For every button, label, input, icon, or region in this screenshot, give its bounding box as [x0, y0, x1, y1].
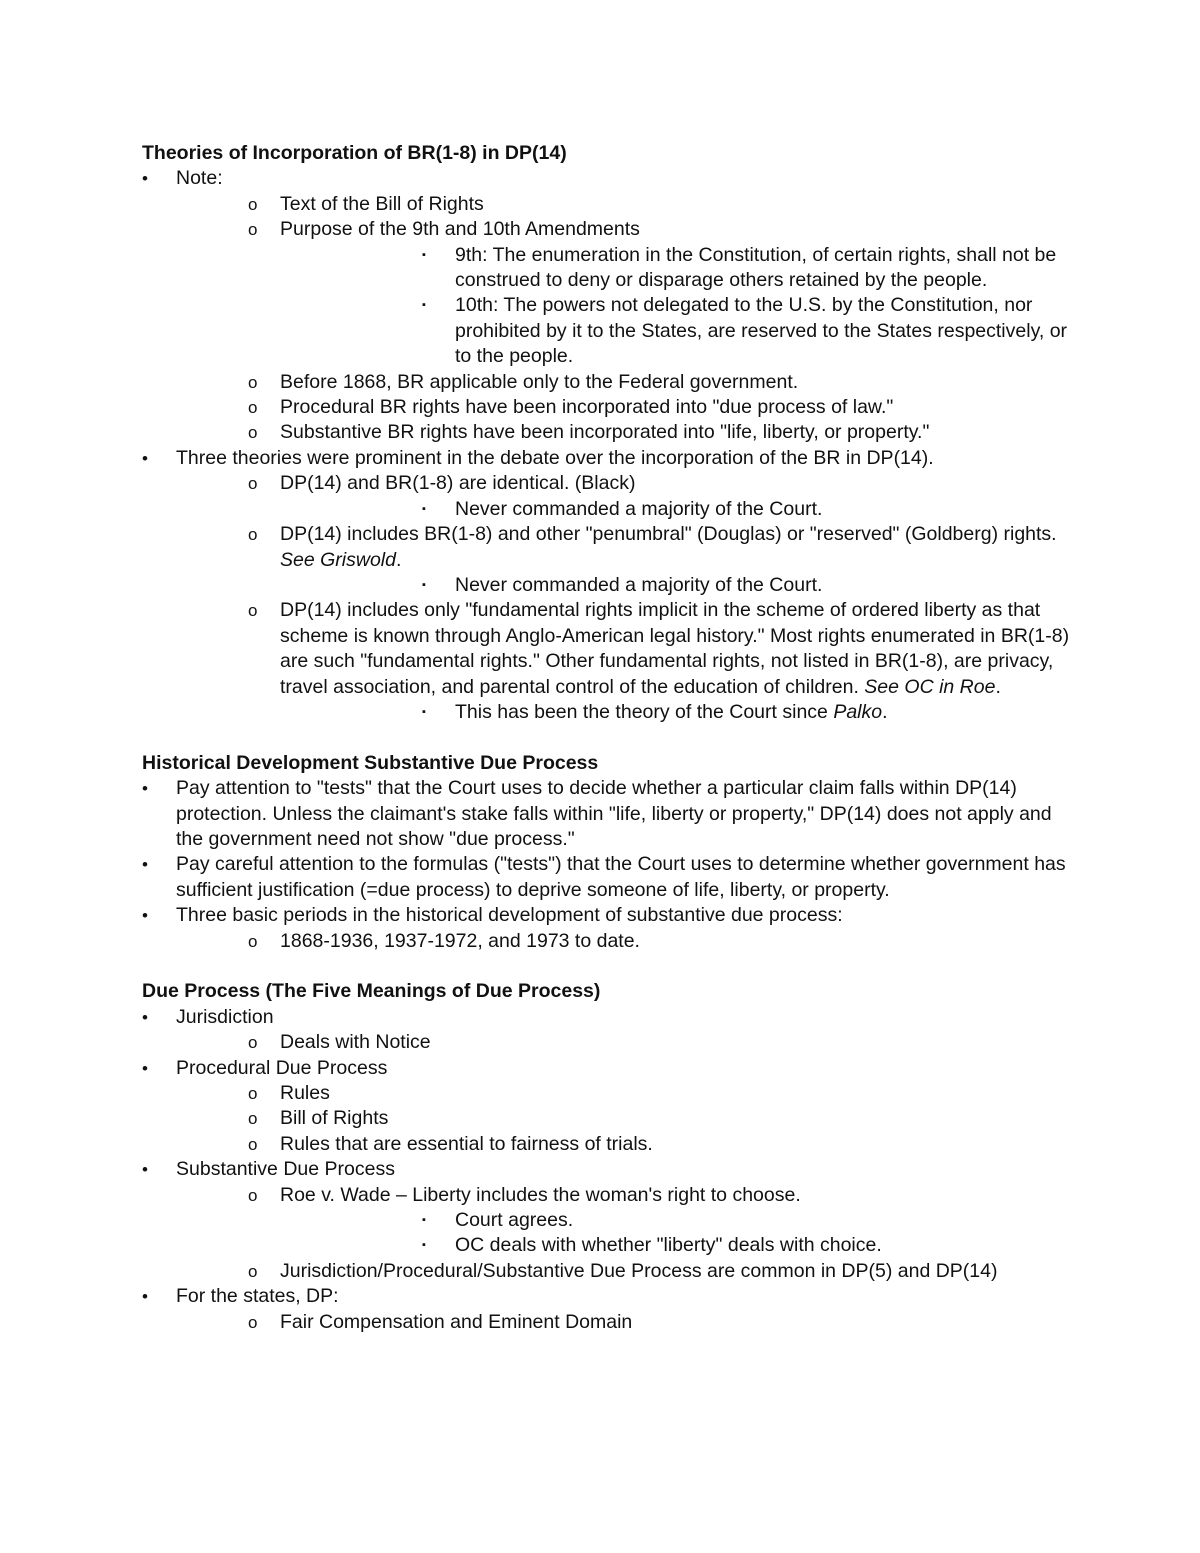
list-item-text: Never commanded a majority of the Court.: [455, 573, 823, 596]
list-item-text: Deals with Notice: [280, 1031, 431, 1054]
section-heading-meanings: Due Process (The Five Meanings of Due Process): [142, 980, 601, 1003]
list-item: [142, 446, 1072, 725]
circle-bullet-icon: o: [248, 525, 258, 545]
list-item: [176, 370, 1072, 395]
case-citation: See OC in Roe: [864, 675, 996, 698]
section-heading-historical: Historical Development Substantive Due Process: [142, 751, 599, 774]
list-item: [176, 522, 1072, 598]
list-item: [176, 1030, 1072, 1055]
circle-bullet-icon: o: [248, 474, 258, 494]
list-item: [176, 598, 1072, 725]
punctuation: .: [882, 700, 888, 723]
bullet-icon: •: [142, 1160, 148, 1180]
list-item-text: 1868-1936, 1937-1972, and 1973 to date.: [280, 929, 640, 952]
circle-bullet-icon: o: [248, 194, 258, 214]
square-bullet-icon: ▪: [422, 705, 426, 718]
list-item-text: 9th: The enumeration in the Constitution, of certain rights, shall not be construed to deny or disparage others retained by the people.: [455, 243, 1057, 292]
list-item: [176, 1310, 1072, 1335]
list-item-text: 10th: The powers not delegated to the U.S. by the Constitution, nor prohibited by it to the States, are reserved to the States respectively, or to the people.: [455, 294, 1068, 368]
list-item: [280, 497, 1072, 522]
bullet-icon: •: [142, 169, 148, 189]
list-item: [176, 471, 1072, 522]
list-item-text: Court agrees.: [455, 1209, 574, 1232]
list-item: [176, 217, 1072, 369]
list-item-text: Never commanded a majority of the Court.: [455, 497, 823, 520]
bullet-icon: •: [142, 1058, 148, 1078]
list-item: [142, 166, 1072, 445]
list-item-text: Bill of Rights: [280, 1107, 389, 1130]
square-bullet-icon: ▪: [422, 578, 426, 591]
list-item-text: OC deals with whether "liberty" deals with choice.: [455, 1234, 882, 1257]
square-bullet-icon: ▪: [422, 502, 426, 515]
list-item-text: Procedural BR rights have been incorporated into "due process of law.": [280, 396, 894, 419]
list-item: [280, 573, 1072, 598]
circle-bullet-icon: o: [248, 1033, 258, 1053]
list-item-text: Rules: [280, 1082, 330, 1104]
bullet-icon: •: [142, 1287, 148, 1307]
square-bullet-icon: ▪: [422, 1214, 426, 1227]
list-item-text: This has been the theory of the Court since: [455, 700, 834, 723]
list-item-text: Three theories were prominent in the debate over the incorporation of the BR in DP(14).: [176, 446, 934, 469]
list-item: [142, 1157, 1072, 1284]
list-item: [142, 1056, 1072, 1158]
square-bullet-icon: ▪: [422, 299, 426, 312]
square-bullet-icon: ▪: [422, 1239, 426, 1252]
list-item-text: Procedural Due Process: [176, 1056, 388, 1079]
list-item-text: Before 1868, BR applicable only to the Federal government.: [280, 370, 799, 393]
circle-bullet-icon: o: [248, 1312, 258, 1332]
list-item-text: Roe v. Wade – Liberty includes the woman's right to choose.: [280, 1183, 801, 1206]
case-citation: Palko: [833, 700, 883, 723]
circle-bullet-icon: o: [248, 1185, 258, 1205]
list-item-text: Text of the Bill of Rights: [280, 192, 484, 215]
list-item: [280, 243, 1072, 294]
list-item: [176, 929, 1072, 954]
circle-bullet-icon: o: [248, 1084, 258, 1103]
case-citation: See Griswold: [280, 548, 396, 571]
circle-bullet-icon: o: [248, 220, 258, 240]
circle-bullet-icon: o: [248, 372, 258, 392]
circle-bullet-icon: o: [248, 931, 258, 951]
list-item-text: DP(14) includes only "fundamental rights implicit in the scheme of ordered liberty as that scheme is known through Anglo-American legal history." Most rights enumerated in BR(1-8) are such "fundamental rights." Other fundamental rights, not listed in BR(1-8), are privacy, travel association, and parental control of the education of children.: [280, 599, 1070, 698]
list-item: [176, 192, 1072, 217]
bullet-icon: •: [142, 855, 148, 875]
bullet-icon: •: [142, 906, 148, 926]
list-item: [280, 700, 1072, 725]
bullet-icon: •: [142, 448, 148, 468]
list-item-text: Pay careful attention to the formulas ("tests") that the Court uses to determine whether government has sufficient justification (=due process) to deprive someone of life, liberty, or property.: [176, 853, 1066, 901]
document-body: [142, 141, 1072, 1335]
square-bullet-icon: ▪: [422, 248, 426, 261]
list-item: [142, 903, 1072, 954]
bullet-icon: •: [142, 779, 148, 799]
circle-bullet-icon: o: [248, 1109, 258, 1129]
circle-bullet-icon: o: [248, 601, 258, 621]
list-item: [280, 1208, 1072, 1233]
list-item-text: Substantive Due Process: [176, 1158, 395, 1181]
list-item: [176, 1081, 1072, 1106]
list-item: [176, 1259, 1072, 1284]
circle-bullet-icon: o: [248, 398, 258, 418]
list-item-text: Fair Compensation and Eminent Domain: [280, 1310, 633, 1333]
list-item-text: Note:: [176, 167, 223, 190]
list-item-text: Jurisdiction: [176, 1005, 274, 1028]
bullet-icon: •: [142, 1007, 148, 1027]
list-item: [142, 1005, 1072, 1056]
list-item: [176, 1132, 1072, 1157]
list-item: [176, 420, 1072, 445]
list-item-text: Jurisdiction/Procedural/Substantive Due Process are common in DP(5) and DP(14): [280, 1259, 998, 1282]
list-item: [142, 852, 1072, 903]
section-heading-incorporation: Theories of Incorporation of BR(1-8) in DP(14): [142, 142, 567, 164]
list-item-text: DP(14) includes BR(1-8) and other "penumbral" (Douglas) or "reserved" (Goldberg) rights.: [280, 523, 1057, 546]
meanings-list: [142, 1005, 1072, 1335]
list-item: [142, 1284, 1072, 1335]
spacer: [142, 954, 1072, 979]
list-item: [280, 293, 1072, 369]
list-item-text: Three basic periods in the historical development of substantive due process:: [176, 904, 843, 927]
punctuation: .: [995, 675, 1001, 698]
circle-bullet-icon: o: [248, 1134, 258, 1154]
list-item: [176, 1106, 1072, 1131]
circle-bullet-icon: o: [248, 423, 258, 443]
list-item: [142, 776, 1072, 852]
punctuation: .: [395, 548, 402, 571]
list-item: [176, 1183, 1072, 1259]
list-item-text: Rules that are essential to fairness of trials.: [280, 1132, 653, 1155]
historical-list: [142, 776, 1072, 954]
list-item-text: Pay attention to "tests" that the Court uses to decide whether a particular claim falls within DP(14) protection. Unless the claimant's stake falls within "life, liberty or property," DP(14) does not apply and the government need not show "due process.": [176, 777, 1052, 850]
circle-bullet-icon: o: [248, 1261, 258, 1281]
list-item: [280, 1233, 1072, 1258]
list-item-text: Substantive BR rights have been incorporated into "life, liberty, or property.": [280, 421, 930, 444]
spacer: [142, 725, 1072, 750]
list-item: [176, 395, 1072, 420]
incorporation-list: [142, 166, 1072, 725]
list-item-text: For the states, DP:: [176, 1285, 339, 1308]
list-item-text: DP(14) and BR(1-8) are identical. (Black): [280, 472, 636, 495]
list-item-text: Purpose of the 9th and 10th Amendments: [280, 218, 640, 241]
